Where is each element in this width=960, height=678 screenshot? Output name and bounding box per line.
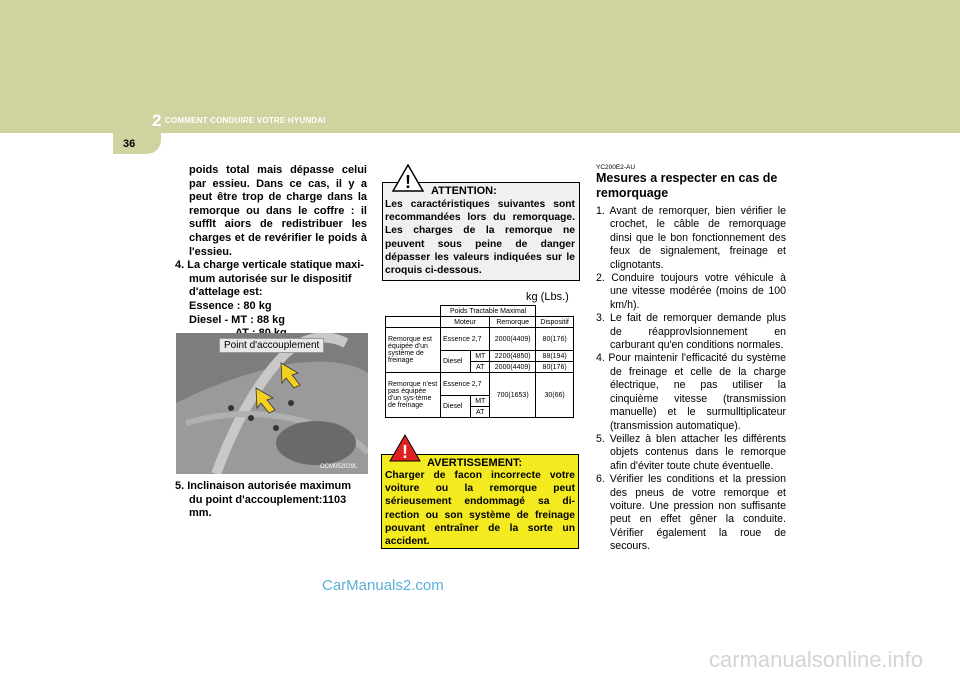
cell-r2-dispositif: 88(194): [536, 351, 574, 362]
load-diesel-mt: Diesel - MT : 88 kg: [189, 313, 285, 326]
trans-at-2: AT: [471, 407, 490, 418]
chapter-title: COMMENT CONDUIRE VOTRE HYUNDAI: [165, 116, 326, 125]
caution-triangle-icon: [392, 164, 424, 197]
column-left: [175, 164, 367, 341]
cell-r4-dispositif: 30(66): [536, 373, 574, 418]
row-label-unbraked: Remorque n'est pas équipée d'un sys-tème de freinage: [386, 373, 441, 418]
list-item: 3. Le fait de remorquer demande plus de réapprovlsionnement en carburant qu'en conditions normales.: [596, 312, 786, 352]
table-corner: [386, 306, 441, 317]
list-item: 5. Veillez à blen attacher les différents objets contenus dans le remorque afin d'éviter toute chute éventuelle.: [596, 432, 786, 472]
coupling-point-photo: [176, 333, 368, 474]
list-item-4: 4. La charge verticale statique maxi-mum autorisée sur le dispositif d'attelage est:: [175, 259, 364, 299]
col-moteur: Moteur: [441, 317, 490, 328]
towing-capacity-table: [385, 305, 574, 418]
trans-at: AT: [471, 362, 490, 373]
trans-mt-2: MT: [471, 396, 490, 407]
engine-diesel: Diesel: [441, 351, 471, 373]
chapter-number: 2: [152, 111, 162, 130]
cell-r2-remorque: 2200(4850): [490, 351, 536, 362]
svg-text:!: !: [405, 172, 411, 192]
attention-title: ATTENTION:: [431, 185, 497, 197]
header-band: [0, 0, 960, 133]
engine-diesel-2: Diesel: [441, 396, 471, 418]
page-tab: [113, 133, 161, 154]
section-title: Mesures a respecter en cas de remorquage: [596, 171, 778, 200]
table-unit: kg (Lbs.): [526, 291, 569, 303]
list-item: 1. Avant de remorquer, bien vérifier le crochet, le câble de remorquage dinsi que le bon fonctionnement des feux de signalement, freinage et clignotants.: [596, 205, 786, 271]
engine-essence-2: Essence 2,7: [441, 373, 490, 396]
cell-r1-dispositif: 80(176): [536, 328, 574, 351]
cell-r3-remorque: 2000(4409): [490, 362, 536, 373]
attention-text: Les caractéristiques suivantes sont recommandées lors du remorquage. Les charges de la remorque ne peuvent sous peine de danger dépasser les valeurs indiquées sur le croquis ci-dessous.: [385, 199, 575, 277]
vehicle-rear-illustration: [176, 333, 368, 474]
warning-title: AVERTISSEMENT:: [427, 457, 523, 469]
paragraph-continuation: poids total mais dépasse celui par essieu. Dans ce cas, il y a peut être trop de charge dans la remorque ou dans le coffre : il sufflt aiors de redistribuer les charges et de revérifier le poids à l'essieu.: [189, 164, 367, 258]
column-right: [596, 205, 786, 554]
list-item-5: 5. Inclinaison autorisée maximum du point d'accouplement:1103 mm.: [175, 480, 352, 520]
load-essence: Essence : 80 kg: [189, 299, 272, 312]
list-item: 2. Conduire toujours votre véhicule à une vitesse modérée (moins de 100 km/h).: [596, 272, 786, 311]
column-left-bottom: [175, 480, 367, 521]
list-item: 6. Vérifier les conditions et la pression des pneus de votre remorque et voiture. Une pression non suffisante peut en effet gêner la conduite. Vérifier également la roue de secours.: [596, 473, 786, 553]
list-item: 4. Pour maintenir l'efficacité du système de freinage et celle de la charge électrique, ne pas utiliser la cinquième vitesse (transmission manuelle) et le surmulltiplicateur (transmission automatique).: [596, 352, 786, 432]
cell-r3-dispositif: 80(176): [536, 362, 574, 373]
warning-triangle-icon: [389, 434, 421, 467]
row-label-braked: Remorque est équipée d'un système de freinage: [386, 328, 441, 373]
col-dispositif: Dispositif: [536, 317, 574, 328]
cell-r4-remorque: 700(1653): [490, 373, 536, 418]
section-code: YC200E2-AU: [596, 164, 636, 171]
svg-text:!: !: [402, 442, 408, 462]
watermark-right[interactable]: carmanualsonline.info: [709, 647, 924, 672]
photo-label: Point d'accouplement: [219, 338, 324, 353]
col-remorque: Remorque: [490, 317, 536, 328]
warning-text: Charger de facon incorrecte votre voiture ou la remorque peut sérieusement endommagé sa di-rection ou son système de freinage pouvant entraîner de la sorte un accident.: [385, 470, 575, 548]
trans-mt: MT: [471, 351, 490, 362]
engine-essence: Essence 2,7: [441, 328, 490, 351]
page-number: 36: [123, 138, 136, 150]
photo-code: OCM052029L: [320, 464, 358, 470]
table-corner-2: [386, 317, 441, 328]
table-header-main: Poids Tractable Maximal: [441, 306, 536, 317]
cell-r1-remorque: 2000(4409): [490, 328, 536, 351]
watermark-left[interactable]: CarManuals2.com: [322, 577, 444, 594]
